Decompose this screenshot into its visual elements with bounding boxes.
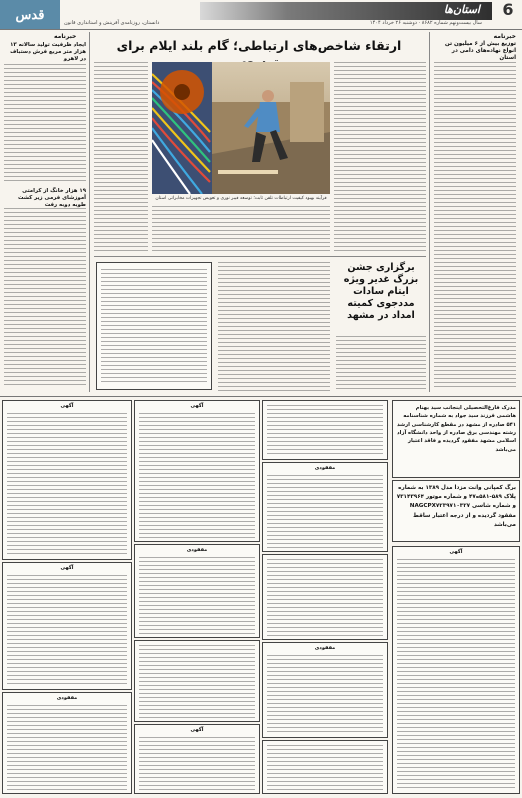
notice-body <box>139 557 255 635</box>
second-story-body-b <box>218 262 330 392</box>
notice-a <box>262 400 388 460</box>
notice-body <box>139 413 255 539</box>
story-divider <box>94 256 426 257</box>
right-column-label: خبرنامه <box>493 33 516 40</box>
column-divider <box>89 32 90 392</box>
notice-i <box>134 724 260 794</box>
lead-body-right <box>334 62 426 252</box>
lead-body-bottom <box>152 206 330 252</box>
bold-notice-text: برگ کمپانی وانت مزدا مدل ۱۳۸۹ به شماره پلاک ۵۸۹-۵۸۱ه۴۷ و شماره موتور ۷۳۱۴۳۹۶۴ و شماره شاسی NAGCPX۷۲۳۹۷۱۰۳۲۷ مفقود گردیده و از درجه اعتبار ساقط می‌باشد <box>396 485 516 528</box>
inset-box-body <box>101 269 207 385</box>
notice-j <box>2 400 132 560</box>
notice-title: آگهی <box>60 403 74 409</box>
notice-title: آگهی <box>190 403 204 409</box>
notice-title: مفقودی <box>56 695 78 701</box>
notice-body <box>7 575 127 687</box>
notice-d <box>262 642 388 738</box>
notice-l <box>2 692 132 794</box>
notice-e <box>262 740 388 794</box>
notice-body <box>267 745 383 791</box>
notice-body <box>267 405 383 457</box>
right-column-headline: توزیع بیش از ۶ میلیون تن انواع نهاده‌های دامی در استان <box>444 41 516 61</box>
newspaper-logo: قدس <box>0 0 60 30</box>
lead-photo <box>152 62 330 194</box>
notice-g <box>134 544 260 638</box>
notice-body <box>267 475 383 549</box>
masthead-rule <box>0 29 522 30</box>
lead-body-left <box>94 62 148 252</box>
notice-body <box>397 559 515 789</box>
lead-photo-caption: فرآیند بهبود کیفیت ارتباطات تلفن ثابت؛ توسعه فیبر نوری و تعویض تجهیزات مخابراتی استان <box>155 196 327 201</box>
section-bar <box>200 2 492 20</box>
notice-body <box>7 413 127 557</box>
notice-title: آگهی <box>60 565 74 571</box>
tagline: دانستان، روزنامه‌ی آفرینش و استانداری قانون <box>64 20 160 26</box>
notice-body <box>267 559 383 637</box>
lead-headline: ارتقاء شاخص‌های ارتباطی؛ گام بلند ایلام برای <box>116 38 402 53</box>
left-column-body-2 <box>4 208 86 388</box>
notice-bold <box>392 480 520 542</box>
inset-box <box>96 262 212 390</box>
notice-title: مفقودی <box>314 465 336 471</box>
notice-b <box>262 462 388 552</box>
section-title: استان‌ها <box>443 3 480 16</box>
ads-top-rule <box>0 396 522 397</box>
top-notice-text: مدرک فارغ‌التحصیلی اینجانب سید بهنام هاشمی فرزند سید جواد به شماره شناسنامه ۵۴۱ صادره از مشهد در مقطع کارشناسی ارشد رشته مهندسی برق صادره از واحد دانشگاه آزاد اسلامی مشهد مفقود گردیده و فاقد اعتبار می‌باشد <box>396 405 516 453</box>
notice-right-long <box>392 546 520 794</box>
notice-body <box>139 737 255 791</box>
notice-title: مفقودی <box>186 547 208 553</box>
left-column-label: خبرنامه <box>54 33 77 40</box>
notice-f <box>134 400 260 542</box>
page-number: 6 <box>502 0 514 19</box>
notice-body <box>267 655 383 735</box>
technician-photo <box>152 62 330 194</box>
notice-body <box>139 645 255 719</box>
right-column-body <box>434 62 516 388</box>
column-divider <box>429 32 430 392</box>
notice-top <box>392 400 520 478</box>
notice-body <box>7 705 127 791</box>
notice-h <box>134 640 260 722</box>
left-column-body-1 <box>4 64 86 184</box>
left-column-headline-1: ایجاد ظرفیت تولید سالانه ۱۳ هزار متر مربع فرش دستباف در لاهرو <box>10 42 86 62</box>
issue-line: سال بیست‌ونهم شماره ۸۶۸۲ · دوشنبه ۲۶ خرداد ۱۴۰۴ <box>369 20 482 26</box>
second-story-body-a <box>336 336 426 392</box>
masthead <box>0 0 522 30</box>
notice-k <box>2 562 132 690</box>
left-column-headline-2: ۱۹ هزار خانگ از کرامتی آموزشای فرمی زیر کشت طوبه دوبه رفت <box>17 188 86 208</box>
notice-title: آگهی <box>449 549 463 555</box>
notice-c <box>262 554 388 640</box>
second-story-headline: برگزاری جشن بزرگ غدیر ویژه ایتام سادات مددجوی کمیته امداد در مشهد <box>343 262 419 321</box>
notice-title: آگهی <box>190 727 204 733</box>
notice-title: مفقودی <box>314 645 336 651</box>
